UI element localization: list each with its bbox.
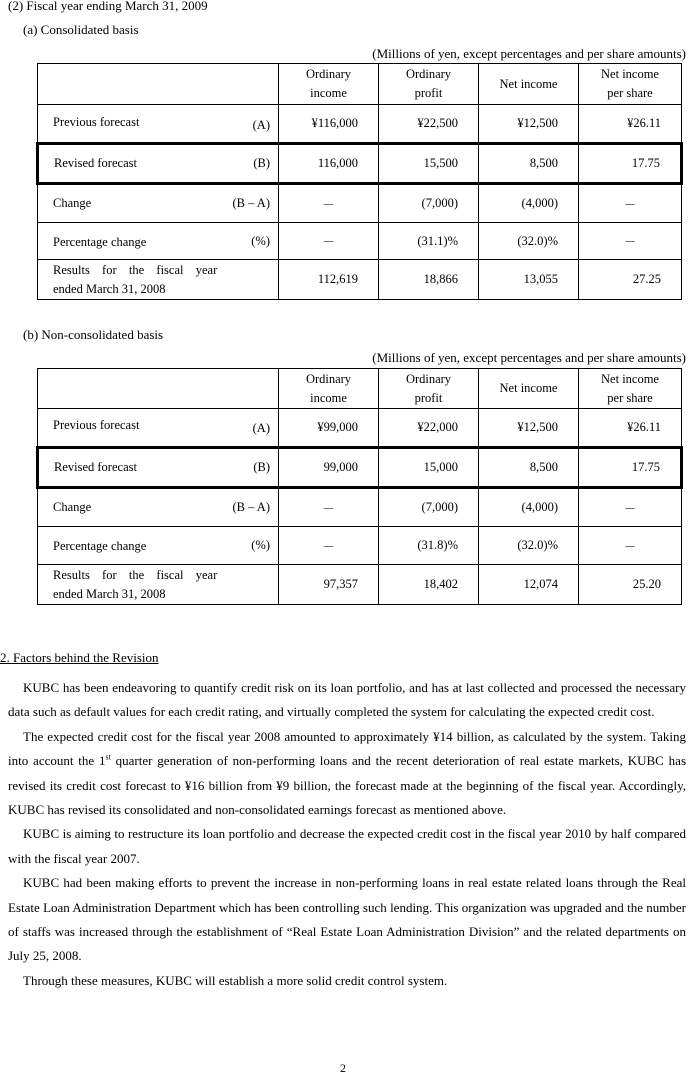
- cell: －: [579, 184, 682, 223]
- cell: 97,357: [279, 565, 379, 605]
- row-label: Change: [53, 196, 92, 210]
- table-row: [38, 260, 682, 300]
- row-label: Percentage change: [53, 235, 147, 249]
- table-row: [38, 184, 682, 223]
- col-header: Ordinary profit: [379, 64, 479, 105]
- row-tag: (%): [251, 234, 270, 248]
- col-header: Ordinary profit: [379, 369, 479, 409]
- cell: 17.75: [579, 448, 682, 488]
- table-row-revised: [38, 144, 682, 184]
- table-a-units: (Millions of yen, except percentages and per share amounts): [372, 46, 686, 61]
- row-tag: (B): [253, 460, 270, 474]
- table-row: [38, 527, 682, 565]
- cell: 12,074: [479, 565, 579, 605]
- page-number: 2: [340, 1061, 346, 1075]
- paragraph: KUBC had been making efforts to prevent the increase in non-performing loans in real estate related loans through the Real Estate Loan Administration Department which has been controlling such lending. This organization was upgraded and the number of staffs was increased through the establishment of “Real Estate Loan Administration Division” and the related departments on July 25, 2008.: [8, 875, 686, 964]
- cell: 8,500: [479, 448, 579, 488]
- cell: －: [579, 527, 682, 565]
- col-header: Ordinary income: [279, 369, 379, 409]
- cell: ¥12,500: [479, 105, 579, 144]
- row-label: Revised forecast: [54, 460, 137, 474]
- col-header: Ordinary income: [279, 64, 379, 105]
- cell: 25.20: [579, 565, 682, 605]
- col-header: Net income per share: [579, 369, 682, 409]
- col-header: Net income per share: [579, 64, 682, 105]
- row-tag: (%): [251, 538, 270, 552]
- cell: (32.0)%: [479, 527, 579, 565]
- row-tag: (A): [252, 421, 270, 435]
- table-row: [38, 565, 682, 605]
- cell: 17.75: [579, 144, 682, 184]
- row-label: Percentage change: [53, 539, 147, 553]
- cell: (31.1)%: [379, 223, 479, 260]
- cell: 27.25: [579, 260, 682, 300]
- table-b-title: (b) Non-consolidated basis: [23, 327, 164, 342]
- cell: ¥22,500: [379, 105, 479, 144]
- cell: (32.0)%: [479, 223, 579, 260]
- table-row: [38, 105, 682, 144]
- paragraph: The expected credit cost for the fiscal year 2008 amounted to approximately ¥14 billion, as calculated by the system. Taking into account the 1st quarter generation of non-performing loans and the recent deterioration of real estate markets, KUBC has revised its credit cost forecast to ¥16 billion from ¥9 billion, the forecast made at the beginning of the fiscal year. Accordingly, KUBC has revised its consolidated and non-consolidated earnings forecast as mentioned above.: [8, 728, 686, 818]
- cell: (31.8)%: [379, 527, 479, 565]
- cell: ¥22,000: [379, 409, 479, 448]
- row-label: Results for the fiscal year: [53, 567, 218, 582]
- cell: 112,619: [279, 260, 379, 300]
- row-tag: (B – A): [232, 500, 270, 514]
- cell: (7,000): [379, 184, 479, 223]
- cell: 8,500: [479, 144, 579, 184]
- section-2-body: [8, 676, 686, 993]
- table-row-revised: [38, 448, 682, 488]
- cell: －: [579, 488, 682, 527]
- cell: 18,866: [379, 260, 479, 300]
- table-row: [38, 409, 682, 448]
- table-a-title: (a) Consolidated basis: [23, 22, 139, 37]
- cell: 15,500: [379, 144, 479, 184]
- paragraph: Through these measures, KUBC will establish a more solid credit control system.: [23, 972, 448, 988]
- row-label: Revised forecast: [54, 156, 137, 170]
- table-header-row: [38, 64, 682, 105]
- cell: (4,000): [479, 184, 579, 223]
- row-tag: (B – A): [232, 196, 270, 210]
- table-b-units: (Millions of yen, except percentages and per share amounts): [372, 350, 686, 365]
- table-consolidated: [36, 63, 683, 300]
- cell: －: [279, 527, 379, 565]
- cell: －: [279, 184, 379, 223]
- row-label: Results for the fiscal year: [53, 262, 218, 277]
- row-tag: (A): [252, 118, 270, 132]
- row-label: ended March 31, 2008: [53, 281, 166, 296]
- cell: －: [579, 223, 682, 260]
- table-non-consolidated: [36, 368, 683, 605]
- cell: 18,402: [379, 565, 479, 605]
- table-row: [38, 223, 682, 260]
- cell: 99,000: [279, 448, 379, 488]
- cell: ¥26.11: [579, 105, 682, 144]
- cell: ¥116,000: [279, 105, 379, 144]
- cell: (4,000): [479, 488, 579, 527]
- cell: ¥99,000: [279, 409, 379, 448]
- cell: ¥12,500: [479, 409, 579, 448]
- cell: －: [279, 488, 379, 527]
- paragraph: KUBC is aiming to restructure its loan portfolio and decrease the expected credit cost in the fiscal year 2010 by half compared with the fiscal year 2007.: [8, 826, 686, 866]
- row-label: Change: [53, 500, 92, 514]
- cell: ¥26.11: [579, 409, 682, 448]
- table-row: [38, 488, 682, 527]
- row-label: Previous forecast: [53, 418, 140, 432]
- table-header-row: [38, 369, 682, 409]
- row-label: ended March 31, 2008: [53, 586, 166, 601]
- cell: －: [279, 223, 379, 260]
- section-heading: (2) Fiscal year ending March 31, 2009: [8, 0, 208, 13]
- cell: 116,000: [279, 144, 379, 184]
- cell: 13,055: [479, 260, 579, 300]
- cell: (7,000): [379, 488, 479, 527]
- paragraph: KUBC has been endeavoring to quantify credit risk on its loan portfolio, and has at last collected and processed the necessary data such as default values for each credit rating, and virtually completed the system for calculating the expected credit cost.: [8, 680, 686, 720]
- row-label: Previous forecast: [53, 115, 140, 129]
- cell: 15,000: [379, 448, 479, 488]
- section-2-title: 2. Factors behind the Revision: [0, 650, 159, 665]
- col-header: Net income: [479, 369, 579, 409]
- row-tag: (B): [253, 156, 270, 170]
- col-header: Net income: [479, 64, 579, 105]
